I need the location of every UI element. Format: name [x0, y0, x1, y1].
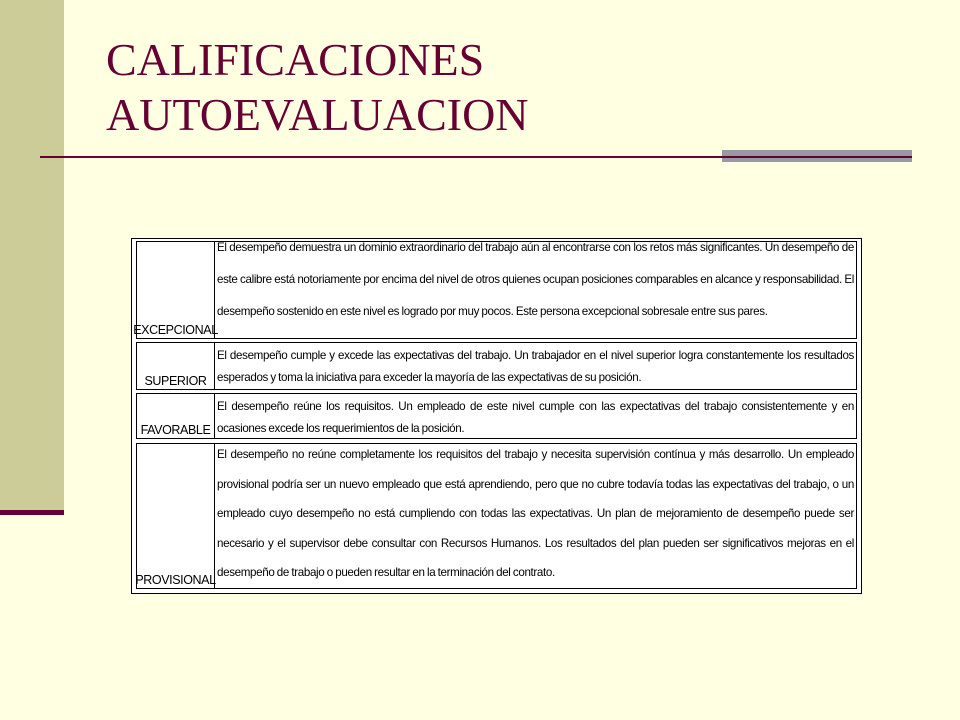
rating-row-provisional — [136, 443, 857, 589]
title-rule-accent-bottom — [722, 158, 912, 162]
rating-label: SUPERIOR — [137, 343, 215, 389]
ratings-table-image — [131, 238, 862, 594]
rating-label: EXCEPCIONAL — [137, 242, 215, 338]
rating-description: El desempeño reúne los requisitos. Un empleado de este nivel cumple con las expectativas del trabajo consistentemente y en ocasiones excede los requerimientos de la posición. — [217, 400, 854, 435]
left-accent-line — [0, 510, 64, 515]
rating-row-favorable — [136, 393, 857, 439]
slide-title — [106, 32, 529, 142]
rating-label: PROVISIONAL — [137, 444, 215, 588]
rating-description: El desempeño demuestra un dominio extraordinario del trabajo aún al encontrarse con los retos más significantes. Un desempeño de este calibre está notoriamente por encima del nivel de otros quienes ocupan posiciones comparables en alcance y responsabilidad. El desempeño sostenido en este nivel es logrado por muy pocos. Este persona excepcional sobresale entre sus pares. — [217, 241, 854, 318]
rating-description: El desempeño no reúne completamente los requisitos del trabajo y necesita supervisión contínua y más desarrollo. Un empleado provisional podría ser un nuevo empleado que está aprendiendo, pero que no cubre todavía todas las expectativas del trabajo, o un empleado cuyo desempeño no está cumpliendo con todas las expectativas. Un plan de mejoramiento de desempeño puede ser necesario y el supervisor debe consultar con Recursos Humanos. Los resultados del plan pueden ser significativos mejoras en el desempeño de trabajo o pueden resultar en la terminación del contrato. — [217, 448, 854, 579]
rating-row-excepcional — [133, 241, 857, 339]
slide-title-line-2: AUTOEVALUACION — [106, 89, 529, 140]
rating-row-superior — [136, 342, 857, 390]
rating-label: FAVORABLE — [137, 394, 215, 438]
rating-description: El desempeño cumple y excede las expectativas del trabajo. Un trabajador en el nivel superior logra constantemente los resultados esperados y toma la iniciativa para exceder la mayoría de las expectativas de su posición. — [217, 349, 854, 384]
left-decorative-bar — [0, 0, 64, 512]
slide-title-line-1: CALIFICACIONES — [106, 34, 485, 85]
